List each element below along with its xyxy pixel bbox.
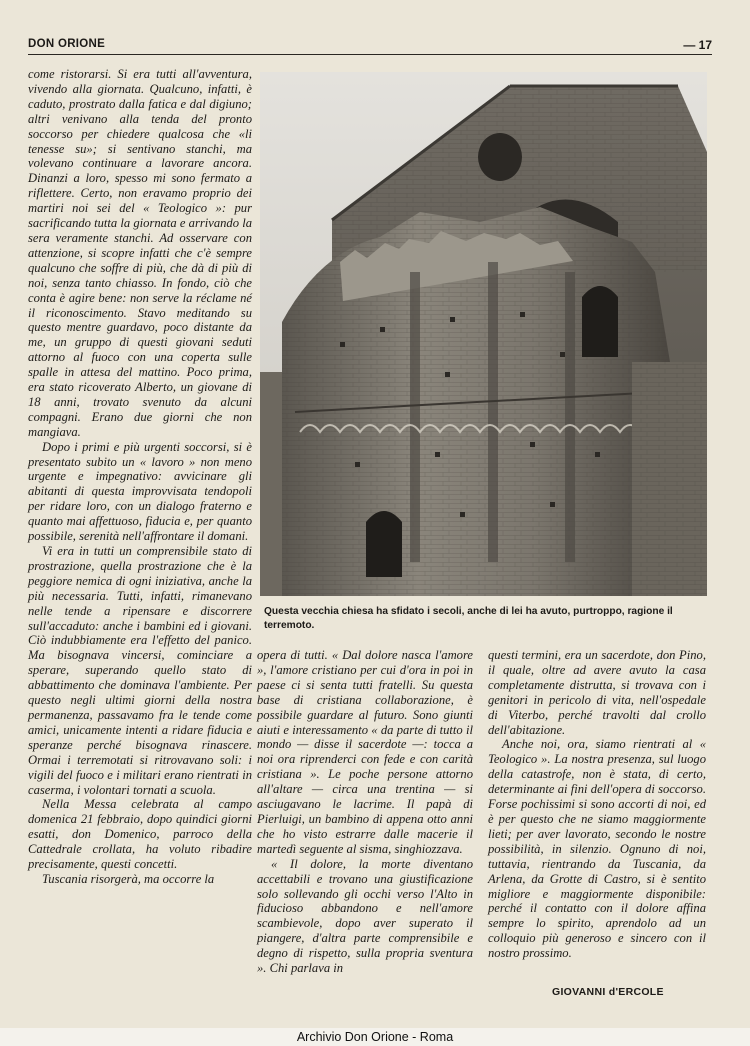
paragraph: questi termini, era un sacerdote, don Pino, il quale, oltre ad avere avuto la casa completamente distrutta, si trovava con i genitori in pericolo di vita, nell'ospedale di Viterbo, perché travolti dal crollo dell'abitazione. xyxy=(488,648,706,737)
page-number: — 17 xyxy=(683,38,712,52)
article-column-2 xyxy=(257,648,473,976)
church-photo xyxy=(260,72,707,596)
paragraph: Tuscania risorgerà, ma occorre la xyxy=(42,871,215,886)
header-rule xyxy=(28,54,712,55)
article-column-1 xyxy=(28,67,252,887)
paragraph: Vi era in tutti un comprensibile stato di prostrazione, quella prostrazione che è la peggiore nemica di ogni iniziativa, anche la più necessaria. Tutti, infatti, rimanevano nelle tende a ripensare e discorrere sull'accaduto: anche i bambini ed i giovani. Ciò indubbiamente era l'effetto del panico. Ma bisognava vincersi, cominciare a sperare, superando quello stato di abbattimento che dominava l'ambiente. Per questo negli ultimi giorni della nostra permanenza, passavamo fra le tende come amici, unicamente intenti a ridare fiducia e speranze perché bisognava rinascere. Ormai i terremotati si ritrovavano soli: i vigili del fuoco e i militari erano rientrati in caserma, i volontari tornati a scuola. xyxy=(28,544,252,797)
paragraph: Anche noi, ora, siamo rientrati al « Teologico ». La nostra presenza, sul luogo della catastrofe, non è stata, di certo, determinante ai fini dell'opera di soccorso. Forse pochissimi si sono accorti di noi, ed è per questo che ne siamo maggiormente lieti; per aver lavorato, secondo le nostre possibilità, in silenzio. Ognuno di noi, tuttavia, rientrando da Tuscania, da Arlena, da Grotte di Castro, si è sentito migliore e maggiormente disponibile: perché il contatto con il dolore affina sempre lo spirito, aprendolo ad un colloquio più generoso e sincero con il nostro prossimo. xyxy=(488,737,706,961)
church-ruin-illustration xyxy=(260,72,707,596)
paragraph: come ristorarsi. Si era tutti all'avventura, vivendo alla giornata. Qualcuno, infatti, è caduto, prostrato dalla fatica e dal digiuno; altri venivano alla tenda del pronto soccorso per chiedere qualcosa che «li tenesse su»; si sentivano stanchi, ma volevano continuare a lavorare ancora. Dinanzi a loro, spesso mi sono fermato a riflettere. Certo, non eravamo proprio dei martiri noi sei del « Teologico »: pur sacrificando tutta la giornata e arrivando la sera veramente stanchi. Ad osservare con attenzione, si scopre infatti che c'è sempre qualcuno che soffre di più, che dà di più di noi, senza tanto chiasso. In fondo, ciò che conta è agire bene: non serve la réclame né il riconoscimento. Stavo meditando su questo mentre guardavo, poco distante da me, un gruppo di questi giovani seduti attorno al fuoco con una coperta sulle spalle in attesa del mattino. Poco prima, era stato ricoverato Alberto, un giovane di 18 anni, trovato svenuto da alcuni compagni. Erano due giorni che non mangiava. xyxy=(28,67,252,439)
article-column-3 xyxy=(488,648,706,961)
author-signature: GIOVANNI d'ERCOLE xyxy=(552,986,664,998)
photo-caption: Questa vecchia chiesa ha sfidato i secoli, anche di lei ha avuto, purtroppo, ragione il terremoto. xyxy=(264,606,673,631)
paragraph: Nella Messa celebrata al campo domenica 21 febbraio, dopo quindici giorni esatti, don Domenico, parroco della Cattedrale crollata, ha voluto ribadire precisamente, questi concetti. xyxy=(28,797,252,872)
paragraph: Dopo i primi e più urgenti soccorsi, si è presentato subito un « lavoro » non meno urgente e impegnativo: avvicinare gli abitanti di questa improvvisata tendopoli per ridare loro, con un dialogo fraterno e quanto mai affettuoso, fiducia e, per quanto possibile, serenità nell'affrontare il domani. xyxy=(28,439,252,544)
paragraph: opera di tutti. « Dal dolore nasca l'amore », l'amore cristiano per cui d'ora in poi in paese ci si senta tutti fratelli. Su questa base di cristiana collaborazione, è possibile guardare al futuro. Sono giunti aiuti e interessamento « da parte di tutto il mondo — disse il sacerdote —: tocca a noi ora riprenderci con fede e con carità cristiana ». Le poche persone attorno all'altare — circa una trentina — si asciugavano le lacrime. Il papà di Pierluigi, un bambino di appena otto anni che ho visto estrarre dalle macerie il martedì seguente al sisma, singhiozzava. xyxy=(257,648,473,856)
paragraph: « Il dolore, la morte diventano accettabili e trovano una giustificazione solo sollevando gli occhi verso l'Alto in fiducioso abbandono e nell'amore scambievole, dopo aver superato il piangere, d'altra parte comprensibile e degno di rispetto, sulla propria sventura ». Chi parlava in xyxy=(257,856,473,976)
publication-title: DON ORIONE xyxy=(28,38,106,50)
archive-footer: Archivio Don Orione - Roma xyxy=(0,1028,750,1046)
